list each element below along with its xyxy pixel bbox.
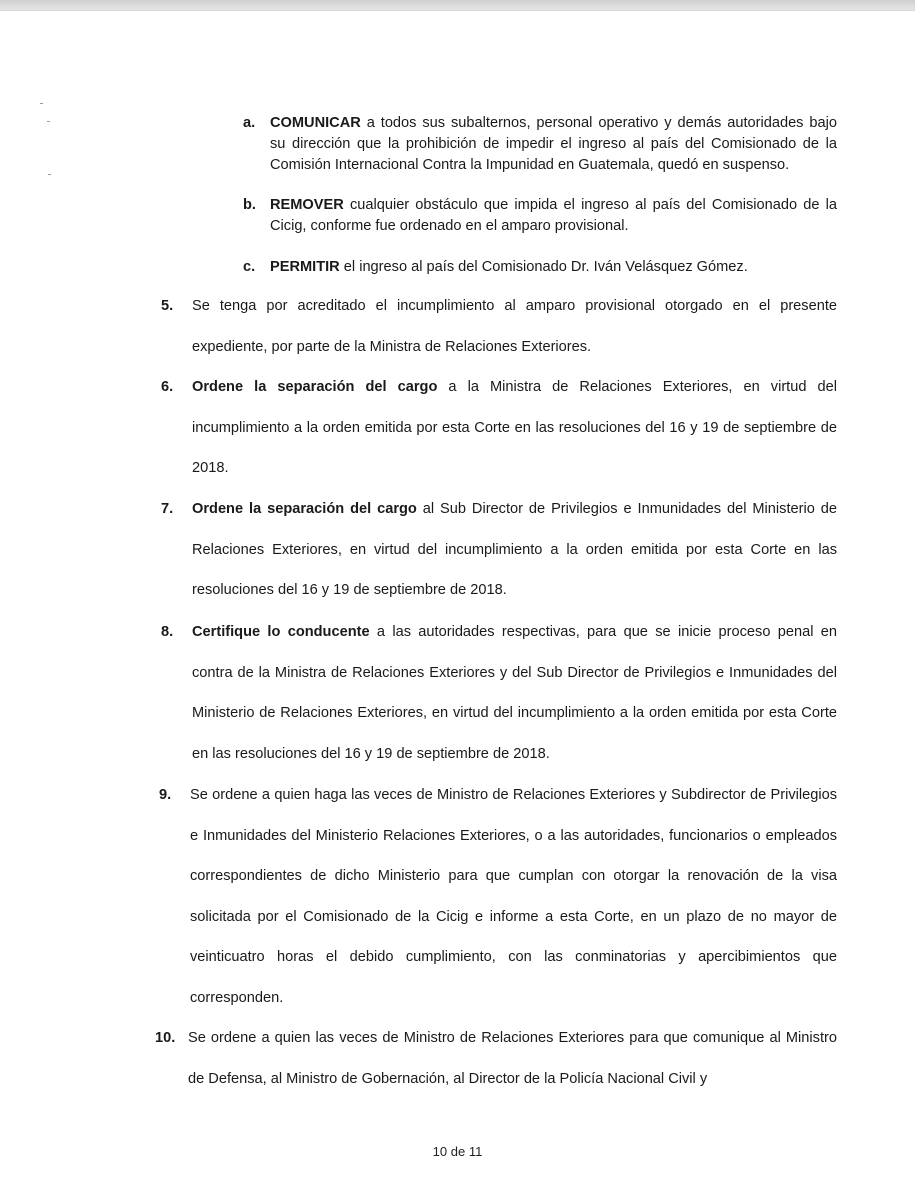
list-item-number: 9. xyxy=(159,787,172,803)
list-item-text: Se ordene a quien haga las veces de Ministro de Relaciones Exteriores y Subdirector de Privilegios e Inmunidades del Ministerio Relaciones Exteriores, o a las autoridades, funcionarios o empleados correspondientes de dicho Ministerio para que cumplan con otorgar la renovación de la visa solicitada por el Comisionado de la Cicig e informe a esta Corte, en un plazo de no mayor de veinticuatro horas el debido cumplimiento, con las conminatorias y apercibimientos que corresponden. xyxy=(190,787,837,1006)
list-item-6 xyxy=(161,367,837,489)
sub-item-keyword: PERMITIR xyxy=(270,259,340,275)
list-item-10 xyxy=(155,1018,837,1099)
sub-item-b xyxy=(243,195,837,237)
sub-item-keyword: COMUNICAR xyxy=(270,115,361,131)
sub-item-text: a todos sus subalternos, personal operativo y demás autoridades bajo su dirección que la prohibición de impedir el ingreso al país del Comisionado de la Comisión Internacional Contra la Impunidad en Guatemala, quedó en suspenso. xyxy=(270,115,837,173)
sub-item-label: b. xyxy=(243,197,256,213)
list-item-text: a la Ministra de Relaciones Exteriores, en virtud del incumplimiento a la orden emitida por esta Corte en las resoluciones del 16 y 19 de septiembre de 2018. xyxy=(192,379,837,476)
list-item-number: 5. xyxy=(161,298,174,314)
sub-item-text: el ingreso al país del Comisionado Dr. Iván Velásquez Gómez. xyxy=(339,259,748,275)
list-item-text: Se ordene a quien las veces de Ministro de Relaciones Exteriores para que comunique al Ministro de Defensa, al Ministro de Gobernación, al Director de la Policía Nacional Civil y xyxy=(188,1030,837,1087)
list-item-number: 10. xyxy=(155,1030,176,1046)
list-item-number: 7. xyxy=(161,501,174,517)
sub-item-c xyxy=(243,257,837,278)
sub-item-text: cualquier obstáculo que impida el ingreso al país del Comisionado de la Cicig, conforme fue ordenado en el amparo provisional. xyxy=(270,197,837,234)
list-item-text: a las autoridades respectivas, para que se inicie proceso penal en contra de la Ministra de Relaciones Exteriores y del Sub Director de Privilegios e Inmunidades del Ministerio de Relaciones Exteriores, en virtud del incumplimiento a la orden emitida por esta Corte en las resoluciones del 16 y 19 de septiembre de 2018. xyxy=(192,624,838,762)
list-item-5 xyxy=(161,286,837,367)
sub-item-keyword: REMOVER xyxy=(270,197,344,213)
list-item-keyword: Certifique lo conducente xyxy=(192,624,370,640)
sub-item-label: c. xyxy=(243,259,256,275)
list-item-number: 8. xyxy=(161,624,174,640)
list-item-text: Se tenga por acreditado el incumplimiento al amparo provisional otorgado en el presente expediente, por parte de la Ministra de Relaciones Exteriores. xyxy=(192,298,837,355)
list-item-number: 6. xyxy=(161,379,174,395)
list-item-9 xyxy=(159,775,837,1018)
sub-item-a xyxy=(243,113,837,176)
list-item-text: al Sub Director de Privilegios e Inmunidades del Ministerio de Relaciones Exteriores, en virtud del incumplimiento a la orden emitida por esta Corte en las resoluciones del 16 y 19 de septiembre de 2018. xyxy=(192,501,837,598)
list-item-8 xyxy=(161,612,838,774)
page-number: 10 de 11 xyxy=(432,1144,483,1159)
list-item-7 xyxy=(161,489,837,611)
list-item-keyword: Ordene la separación del cargo xyxy=(192,379,438,395)
scan-speck xyxy=(48,174,51,175)
scan-speck xyxy=(40,103,43,104)
scan-speck xyxy=(47,121,50,122)
viewer-top-bar xyxy=(0,0,915,11)
list-item-keyword: Ordene la separación del cargo xyxy=(192,501,417,517)
sub-item-label: a. xyxy=(243,115,256,131)
